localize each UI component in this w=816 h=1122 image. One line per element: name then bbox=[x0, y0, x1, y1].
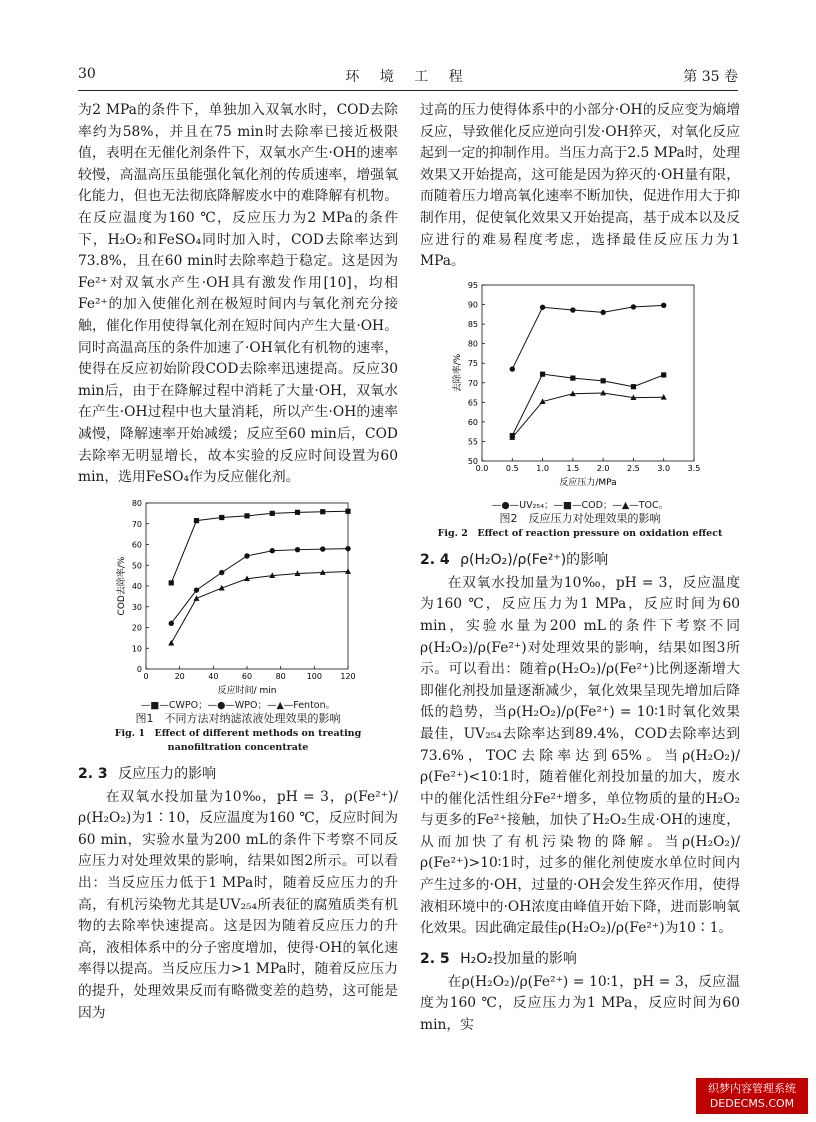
series-line bbox=[512, 374, 663, 435]
y-tick-label: 80 bbox=[131, 498, 142, 508]
section-heading bbox=[420, 948, 740, 970]
data-point bbox=[661, 302, 666, 307]
y-tick-label: 75 bbox=[467, 358, 478, 368]
watermark-line: 织梦内容管理系统 bbox=[708, 1082, 796, 1095]
data-point bbox=[270, 510, 275, 515]
figure-1-legend: —■—CWPO；—●—WPO；—▲—Fenton。 bbox=[140, 699, 336, 711]
data-point bbox=[219, 515, 224, 520]
y-tick-label: 40 bbox=[131, 581, 142, 591]
y-tick-label: 65 bbox=[467, 398, 478, 408]
section-heading bbox=[78, 763, 398, 785]
section-number: 2. 5 bbox=[420, 950, 450, 967]
watermark-line: DEDECMS.COM bbox=[709, 1097, 795, 1110]
data-point bbox=[570, 375, 575, 380]
data-point bbox=[295, 509, 300, 514]
x-tick-label: 0 bbox=[143, 671, 149, 681]
x-tick-label: 3.5 bbox=[687, 463, 701, 473]
data-point bbox=[168, 640, 174, 646]
x-tick-label: 3.0 bbox=[657, 463, 671, 473]
x-tick-label: 2.5 bbox=[627, 463, 640, 473]
x-tick-label: 1.0 bbox=[536, 463, 549, 473]
x-tick-label: 0.0 bbox=[475, 463, 489, 473]
section-title: H₂O₂投加量的影响 bbox=[460, 950, 577, 967]
data-point bbox=[601, 378, 606, 383]
figure-2-caption-en: Fig. 2 Effect of reaction pressure on oxidation effect bbox=[437, 527, 723, 539]
x-tick-label: 80 bbox=[275, 671, 286, 681]
data-point bbox=[270, 548, 275, 553]
section-title: 反应压力的影响 bbox=[118, 765, 217, 782]
page-header bbox=[78, 66, 738, 86]
y-tick-label: 70 bbox=[131, 519, 142, 529]
x-tick-label: 100 bbox=[306, 671, 322, 681]
section-heading bbox=[420, 549, 740, 571]
data-point bbox=[244, 553, 249, 558]
figure-2-legend: —●—UV₂₅₄；—■—COD；—▲—TOC。 bbox=[491, 499, 669, 511]
y-tick-label: 30 bbox=[131, 602, 142, 612]
y-tick-label: 85 bbox=[467, 319, 478, 329]
series-line bbox=[171, 548, 348, 623]
data-point bbox=[169, 620, 174, 625]
data-point bbox=[631, 304, 636, 309]
y-tick-label: 60 bbox=[131, 540, 142, 550]
data-point bbox=[194, 518, 199, 523]
series-line bbox=[171, 571, 348, 643]
figure-1-chart bbox=[78, 497, 398, 697]
section-title: ρ(H₂O₂)/ρ(Fe²⁺)的影响 bbox=[460, 551, 609, 568]
paragraph: 过高的压力使得体系中的小部分·OH的反应变为熵增反应，导致催化反应逆向引发·OH猝灭，对氧化反应起到一定的抑制作用。当压力高于2.5 MPa时，处理效果又开始提高，这可能是因为猝灭的·OH量有限，而随着压力增高氧化速率不断加快，促进作用大于抑制作用，促使氧化效果又开始提高，基于成本以及反应进行的难易程度考虑，选择最佳反应压力为1 MPa。 bbox=[420, 102, 740, 270]
x-tick-label: 40 bbox=[208, 671, 219, 681]
watermark-logo bbox=[696, 1078, 808, 1114]
y-axis-label: COD去除率/% bbox=[117, 556, 127, 616]
x-axis-label: 反应压力/MPa bbox=[559, 477, 617, 488]
figure-1 bbox=[78, 497, 398, 755]
figure-2 bbox=[420, 279, 740, 541]
section-number: 2. 3 bbox=[78, 765, 108, 782]
figure-2-caption: 图2 反应压力对处理效果的影响 bbox=[499, 511, 661, 525]
data-point bbox=[169, 580, 174, 585]
x-tick-label: 1.5 bbox=[566, 463, 580, 473]
data-point bbox=[540, 304, 545, 309]
paragraph: 在双氧水投加量为10‰，pH = 3，ρ(Fe²⁺)/ρ(H₂O₂)为1∶10，反应温度为160 ℃，反应时间为60 min，实验水量为200 mL的条件下考察不同反应压力对处理效果的影响，结果如图2所示。可以看出：当反应压力低于1 MPa时，随着反应压力的升高，有机污染物尤其是UV₂₅₄所表征的腐殖质类有机物的去除率快速提高。这是因为随着反应压力的升高，液相体系中的分子密度增加，使得·OH的氧化速率得以提高。当反应压力>1 MPa时，随着反应压力的提升，处理效果反而有略微变差的趋势，这可能是因为 bbox=[78, 788, 398, 1021]
y-tick-label: 20 bbox=[131, 623, 142, 633]
series-line bbox=[512, 305, 663, 369]
paragraph: 在双氧水投加量为10‰，pH = 3，反应温度为160 ℃，反应压力为1 MPa，反应时间为60 min，实验水量为200 mL的条件下考察不同ρ(H₂O₂)/ρ(Fe²⁺)对处理效果的影响，结果如图3所示。可以看出：随着ρ(H₂O₂)/ρ(Fe²⁺)比例逐渐增大即催化剂投加量逐渐减少，氧化效果呈现先增加后降低的趋势，当ρ(H₂O₂)/ρ(Fe²⁺) = 10∶1时氧化效果最佳，UV₂₅₄去除率达到89.4%，COD去除率达到73.6%，TOC去除率达到65%。当ρ(H₂O₂)/ρ(Fe²⁺)<10∶1时，随着催化剂投加量的加大，废水中的催化活性组分Fe²⁺增多，单位物质的量的H₂O₂与更多的Fe²⁺接触，加快了H₂O₂生成·OH的速度，从而加快了有机污染物的降解。当ρ(H₂O₂)/ρ(Fe²⁺)>10∶1时，过多的催化剂使废水单位时间内产生过多的·OH，过量的·OH会发生猝灭作用，使得液相环境中的·OH浓度由峰值开始下降，进而影响氧化效果。因此确定最佳ρ(H₂O₂)/ρ(Fe²⁺)为10∶1。 bbox=[420, 574, 740, 937]
y-tick-label: 50 bbox=[467, 456, 478, 466]
journal-name: 环 境 工 程 bbox=[345, 69, 471, 85]
left-column bbox=[78, 100, 398, 1024]
data-point bbox=[244, 513, 249, 518]
x-tick-label: 120 bbox=[340, 671, 356, 681]
x-tick-label: 0.5 bbox=[505, 463, 519, 473]
data-point bbox=[345, 508, 350, 513]
data-point bbox=[219, 570, 224, 575]
data-point bbox=[600, 309, 605, 314]
data-point bbox=[510, 366, 515, 371]
page-number: 30 bbox=[78, 66, 96, 82]
y-tick-label: 90 bbox=[467, 300, 478, 310]
data-point bbox=[631, 384, 636, 389]
y-tick-label: 10 bbox=[131, 643, 142, 653]
data-point bbox=[570, 307, 575, 312]
y-tick-label: 80 bbox=[467, 339, 478, 349]
data-point bbox=[320, 509, 325, 514]
x-tick-label: 60 bbox=[241, 671, 253, 681]
data-point bbox=[194, 587, 199, 592]
paragraph: 在ρ(H₂O₂)/ρ(Fe²⁺) = 10∶1，pH = 3，反应温度为160 ℃，反应压力为1 MPa，反应时间为60 min，实 bbox=[420, 973, 740, 1034]
figure-2-chart bbox=[420, 279, 740, 497]
y-tick-label: 60 bbox=[467, 417, 478, 427]
x-axis-label: 反应时间/ min bbox=[217, 685, 277, 696]
x-tick-label: 2.0 bbox=[596, 463, 610, 473]
figure-1-caption: 图1 不同方法对纳滤浓液处理效果的影响 bbox=[135, 711, 341, 725]
y-axis-label: 去除率/% bbox=[453, 353, 463, 393]
header-rule bbox=[78, 90, 738, 91]
data-point bbox=[540, 371, 545, 376]
series-line bbox=[512, 393, 663, 438]
data-point bbox=[661, 372, 666, 377]
data-point bbox=[295, 547, 300, 552]
data-point bbox=[320, 546, 325, 551]
paragraph: 为2 MPa的条件下，单独加入双氧水时，COD去除率约为58%，并且在75 min时去除率已接近极限值，表明在无催化剂条件下，双氧水产生·OH的速率较慢，高温高压虽能强化氧化剂的传质速率，增强氧化能力，但也无法彻底降解废水中的难降解有机物。在反应温度为160 ℃，反应压力为2 MPa的条件下，H₂O₂和FeSO₄同时加入时，COD去除率达到73.8%，且在60 min时去除率趋于稳定。这是因为Fe²⁺对双氧水产生·OH具有激发作用[10]，均相Fe²⁺的加入使催化剂在极短时间内与氧化剂充分接触，催化作用使得氧化剂在短时间内产生大量·OH。同时高温高压的条件加速了·OH氧化有机物的速率，使得在反应初始阶段COD去除率迅速提高。反应30 min后，由于在降解过程中消耗了大量·OH，双氧水在产生·OH过程中也大量消耗，所以产生·OH的速率减慢，降解速率开始减缓；反应至60 min后，COD去除率无明显增长，故本实验的反应时间设置为60 min，选用FeSO₄作为反应催化剂。 bbox=[78, 102, 398, 486]
plot-frame bbox=[146, 503, 348, 669]
y-tick-label: 95 bbox=[467, 280, 478, 290]
volume-label: 第 35 卷 bbox=[683, 69, 738, 85]
y-tick-label: 50 bbox=[131, 560, 142, 570]
x-tick-label: 20 bbox=[174, 671, 185, 681]
y-tick-label: 70 bbox=[467, 378, 478, 388]
y-tick-label: 55 bbox=[467, 437, 478, 447]
section-number: 2. 4 bbox=[420, 551, 450, 568]
y-tick-label: 0 bbox=[136, 664, 142, 674]
data-point bbox=[345, 546, 350, 551]
right-column bbox=[420, 100, 740, 1037]
figure-1-caption-en: Fig. 1 Effect of different methods on treating nanofiltration concentrate bbox=[114, 727, 362, 753]
